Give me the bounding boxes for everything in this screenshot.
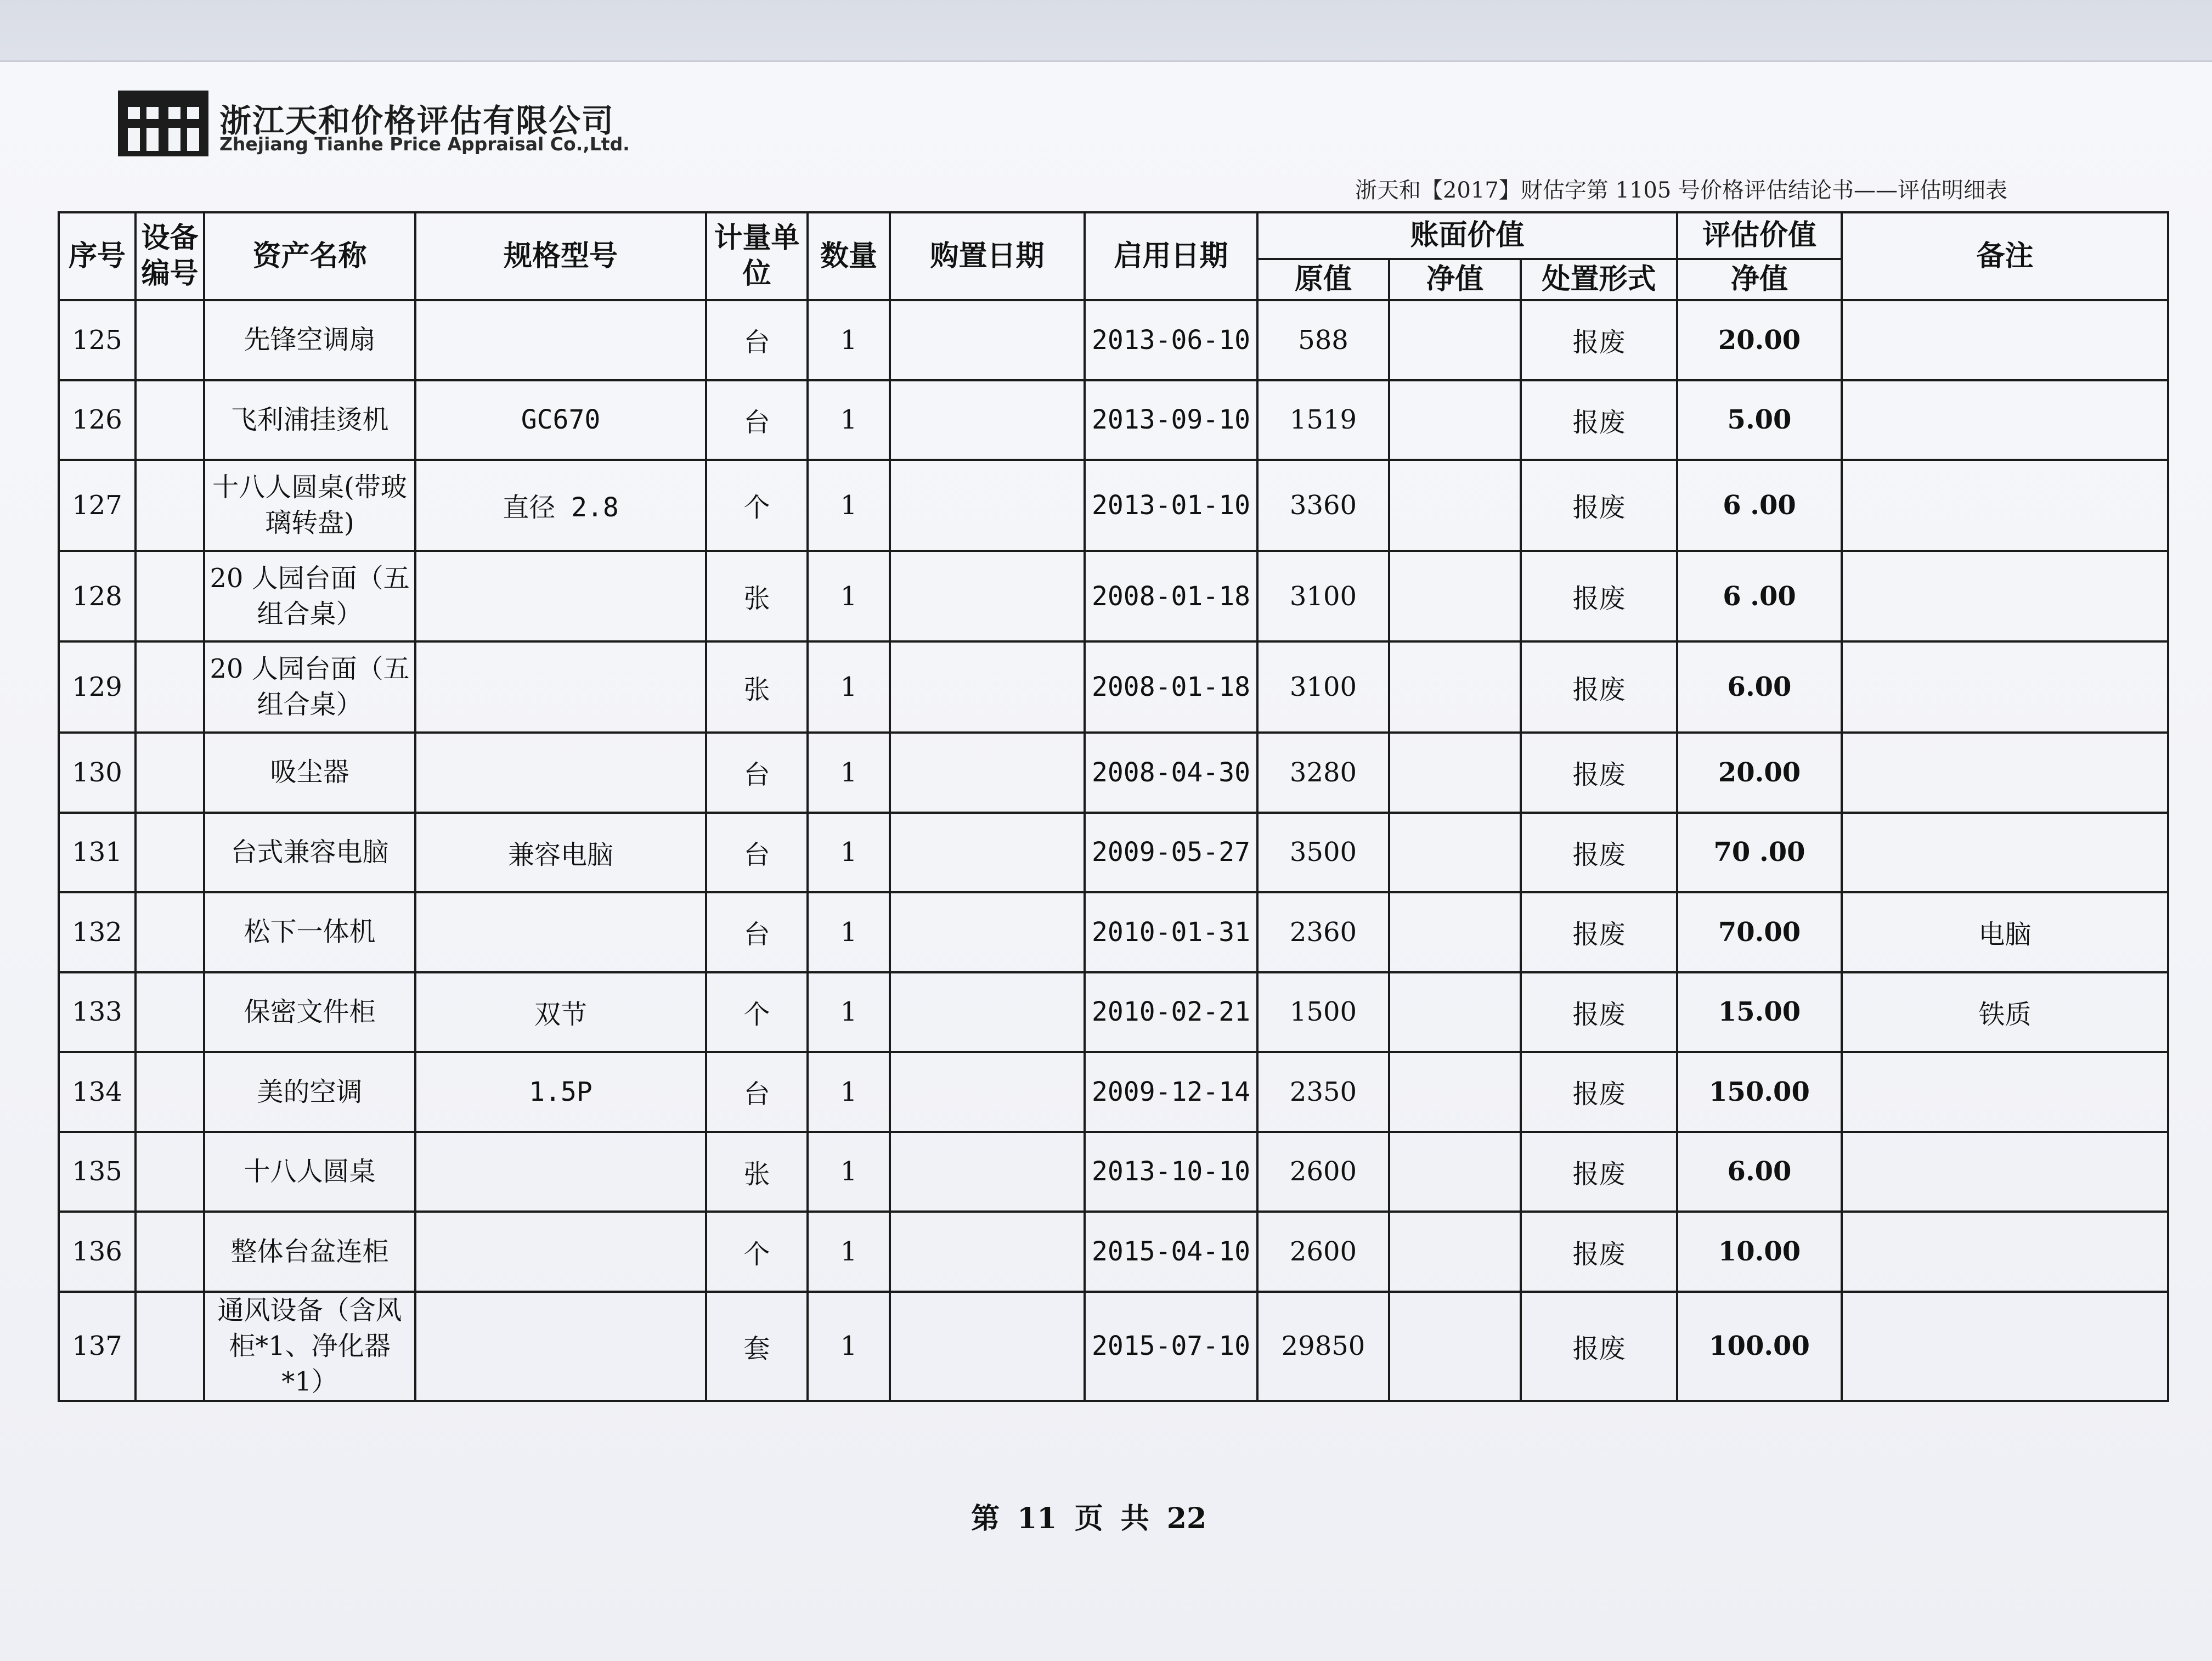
cell-asset-name: 20 人园台面（五组合桌）: [204, 551, 415, 642]
cell-unit: 台: [706, 300, 808, 380]
cell-qty: 1: [808, 813, 890, 893]
header-spec: 规格型号: [415, 212, 706, 300]
cell-spec: [415, 300, 706, 380]
cell-remark: [1842, 300, 2168, 380]
table-row: [59, 1132, 2168, 1212]
cell-remark: [1842, 551, 2168, 642]
header-unit: 计量单位: [706, 212, 808, 300]
header-net: 净值: [1389, 259, 1521, 300]
table-row: [59, 892, 2168, 972]
header-start-date: 启用日期: [1085, 212, 1257, 300]
cell-asset-name: 先锋空调扇: [204, 300, 415, 380]
cell-start-date: 2008-01-18: [1085, 641, 1257, 733]
cell-spec: GC670: [415, 380, 706, 460]
cell-qty: 1: [808, 380, 890, 460]
cell-unit: 台: [706, 813, 808, 893]
cell-net: [1389, 380, 1521, 460]
cell-unit: 个: [706, 972, 808, 1052]
cell-remark: [1842, 641, 2168, 733]
cell-asset-name: 十八人圆桌(带玻璃转盘): [204, 460, 415, 551]
cell-purchase-date: [890, 1212, 1085, 1292]
cell-purchase-date: [890, 460, 1085, 551]
header-appraised-value: 评估价值: [1677, 212, 1842, 259]
table-row: [59, 733, 2168, 813]
cell-spec: [415, 1212, 706, 1292]
cell-start-date: 2008-01-18: [1085, 551, 1257, 642]
cell-equip-no: [136, 1132, 204, 1212]
company-logo-icon: [118, 91, 208, 159]
cell-asset-name: 十八人圆桌: [204, 1132, 415, 1212]
cell-asset-name: 保密文件柜: [204, 972, 415, 1052]
header-book-value: 账面价值: [1257, 212, 1677, 259]
cell-unit: 台: [706, 733, 808, 813]
cell-seq: 135: [59, 1132, 136, 1212]
cell-remark: [1842, 1052, 2168, 1132]
company-header: [118, 91, 667, 167]
page-number: 第 11 页 共 22: [971, 1502, 1207, 1535]
header-appraised-net: 净值: [1677, 259, 1842, 300]
cell-seq: 131: [59, 813, 136, 893]
cell-unit: 张: [706, 641, 808, 733]
cell-asset-name: 飞利浦挂烫机: [204, 380, 415, 460]
cell-remark: [1842, 1132, 2168, 1212]
cell-equip-no: [136, 460, 204, 551]
cell-spec: 1.5P: [415, 1052, 706, 1132]
cell-purchase-date: [890, 551, 1085, 642]
cell-equip-no: [136, 813, 204, 893]
cell-spec: [415, 551, 706, 642]
cell-spec: [415, 641, 706, 733]
cell-remark: [1842, 733, 2168, 813]
cell-start-date: 2013-06-10: [1085, 300, 1257, 380]
cell-spec: [415, 1292, 706, 1401]
header-seq: 序号: [59, 212, 136, 300]
cell-seq: 133: [59, 972, 136, 1052]
cell-start-date: 2015-07-10: [1085, 1292, 1257, 1401]
cell-disposal: 报废: [1521, 733, 1677, 813]
cell-start-date: 2010-02-21: [1085, 972, 1257, 1052]
cell-start-date: 2008-04-30: [1085, 733, 1257, 813]
cell-purchase-date: [890, 380, 1085, 460]
cell-qty: 1: [808, 300, 890, 380]
cell-asset-name: 整体台盆连柜: [204, 1212, 415, 1292]
cell-start-date: 2009-12-14: [1085, 1052, 1257, 1132]
cell-original: 29850: [1257, 1292, 1389, 1401]
cell-start-date: 2015-04-10: [1085, 1212, 1257, 1292]
cell-remark: [1842, 460, 2168, 551]
cell-qty: 1: [808, 1052, 890, 1132]
cell-net: [1389, 460, 1521, 551]
cell-disposal: 报废: [1521, 813, 1677, 893]
cell-seq: 129: [59, 641, 136, 733]
cell-unit: 个: [706, 460, 808, 551]
cell-remark: [1842, 1292, 2168, 1401]
header-asset-name: 资产名称: [204, 212, 415, 300]
table-row: [59, 1052, 2168, 1132]
cell-appraised-net: 15.00: [1677, 972, 1842, 1052]
cell-unit: 个: [706, 1212, 808, 1292]
cell-original: 2600: [1257, 1132, 1389, 1212]
cell-start-date: 2013-09-10: [1085, 380, 1257, 460]
cell-appraised-net: 20.00: [1677, 733, 1842, 813]
cell-purchase-date: [890, 733, 1085, 813]
cell-remark: 电脑: [1842, 892, 2168, 972]
header-equip-no: 设备编号: [136, 212, 204, 300]
cell-net: [1389, 1132, 1521, 1212]
table-row: [59, 641, 2168, 733]
cell-original: 2600: [1257, 1212, 1389, 1292]
cell-start-date: 2010-01-31: [1085, 892, 1257, 972]
table-row: [59, 460, 2168, 551]
cell-purchase-date: [890, 813, 1085, 893]
cell-disposal: 报废: [1521, 300, 1677, 380]
header-remarks: 备注: [1842, 212, 2168, 300]
cell-net: [1389, 813, 1521, 893]
cell-qty: 1: [808, 733, 890, 813]
cell-original: 1500: [1257, 972, 1389, 1052]
cell-purchase-date: [890, 1292, 1085, 1401]
cell-equip-no: [136, 733, 204, 813]
header-purchase-date: 购置日期: [890, 212, 1085, 300]
cell-appraised-net: 20.00: [1677, 300, 1842, 380]
cell-purchase-date: [890, 300, 1085, 380]
cell-asset-name: 台式兼容电脑: [204, 813, 415, 893]
table-row: [59, 1212, 2168, 1292]
cell-equip-no: [136, 1052, 204, 1132]
cell-equip-no: [136, 1292, 204, 1401]
cell-start-date: 2009-05-27: [1085, 813, 1257, 893]
cell-start-date: 2013-01-10: [1085, 460, 1257, 551]
cell-equip-no: [136, 380, 204, 460]
cell-net: [1389, 551, 1521, 642]
cell-start-date: 2013-10-10: [1085, 1132, 1257, 1212]
cell-unit: 套: [706, 1292, 808, 1401]
cell-appraised-net: 70.00: [1677, 892, 1842, 972]
cell-spec: [415, 892, 706, 972]
cell-appraised-net: 150.00: [1677, 1052, 1842, 1132]
table-body: [59, 300, 2168, 1401]
cell-original: 2350: [1257, 1052, 1389, 1132]
cell-equip-no: [136, 300, 204, 380]
cell-net: [1389, 1292, 1521, 1401]
cell-equip-no: [136, 641, 204, 733]
cell-spec: [415, 733, 706, 813]
cell-disposal: 报废: [1521, 1212, 1677, 1292]
cell-unit: 台: [706, 1052, 808, 1132]
asset-detail-table: [58, 211, 2169, 1402]
cell-remark: [1842, 1212, 2168, 1292]
cell-qty: 1: [808, 460, 890, 551]
cell-asset-name: 吸尘器: [204, 733, 415, 813]
cell-disposal: 报废: [1521, 380, 1677, 460]
company-name-cn: 浙江天和价格评估有限公司: [219, 102, 615, 139]
document-reference: 浙天和【2017】财估字第 1105 号价格评估结论书——评估明细表: [1355, 178, 2008, 203]
cell-equip-no: [136, 1212, 204, 1292]
table-row: [59, 300, 2168, 380]
cell-spec: [415, 1132, 706, 1212]
cell-qty: 1: [808, 972, 890, 1052]
header-original: 原值: [1257, 259, 1389, 300]
cell-appraised-net: 6 .00: [1677, 551, 1842, 642]
cell-asset-name: 美的空调: [204, 1052, 415, 1132]
header-qty: 数量: [808, 212, 890, 300]
cell-appraised-net: 6.00: [1677, 641, 1842, 733]
cell-purchase-date: [890, 1052, 1085, 1132]
table-row: [59, 813, 2168, 893]
cell-purchase-date: [890, 1132, 1085, 1212]
cell-disposal: 报废: [1521, 551, 1677, 642]
cell-original: 3360: [1257, 460, 1389, 551]
cell-net: [1389, 641, 1521, 733]
cell-original: 1519: [1257, 380, 1389, 460]
cell-original: 3500: [1257, 813, 1389, 893]
cell-seq: 125: [59, 300, 136, 380]
cell-seq: 137: [59, 1292, 136, 1401]
cell-unit: 台: [706, 380, 808, 460]
cell-appraised-net: 6 .00: [1677, 460, 1842, 551]
cell-purchase-date: [890, 641, 1085, 733]
cell-unit: 台: [706, 892, 808, 972]
cell-spec: 直径 2.8: [415, 460, 706, 551]
table-row: [59, 551, 2168, 642]
cell-appraised-net: 5.00: [1677, 380, 1842, 460]
cell-equip-no: [136, 972, 204, 1052]
cell-asset-name: 松下一体机: [204, 892, 415, 972]
cell-original: 588: [1257, 300, 1389, 380]
cell-disposal: 报废: [1521, 1052, 1677, 1132]
cell-disposal: 报废: [1521, 892, 1677, 972]
cell-appraised-net: 10.00: [1677, 1212, 1842, 1292]
cell-original: 3100: [1257, 551, 1389, 642]
table-row: [59, 380, 2168, 460]
cell-qty: 1: [808, 892, 890, 972]
cell-appraised-net: 6.00: [1677, 1132, 1842, 1212]
cell-qty: 1: [808, 1132, 890, 1212]
cell-original: 3280: [1257, 733, 1389, 813]
cell-disposal: 报废: [1521, 460, 1677, 551]
table-row: [59, 972, 2168, 1052]
cell-equip-no: [136, 551, 204, 642]
cell-qty: 1: [808, 1212, 890, 1292]
cell-disposal: 报废: [1521, 641, 1677, 733]
cell-asset-name: 通风设备（含风柜*1、净化器*1）: [204, 1292, 415, 1401]
cell-seq: 126: [59, 380, 136, 460]
cell-qty: 1: [808, 1292, 890, 1401]
cell-spec: 兼容电脑: [415, 813, 706, 893]
cell-seq: 130: [59, 733, 136, 813]
cell-disposal: 报废: [1521, 972, 1677, 1052]
cell-net: [1389, 1052, 1521, 1132]
cell-net: [1389, 300, 1521, 380]
cell-purchase-date: [890, 972, 1085, 1052]
table-row: [59, 1292, 2168, 1401]
cell-seq: 132: [59, 892, 136, 972]
cell-original: 3100: [1257, 641, 1389, 733]
cell-net: [1389, 972, 1521, 1052]
cell-disposal: 报废: [1521, 1132, 1677, 1212]
company-name-en: Zhejiang Tianhe Price Appraisal Co.,Ltd.: [219, 133, 630, 155]
cell-net: [1389, 1212, 1521, 1292]
cell-net: [1389, 892, 1521, 972]
cell-remark: 铁质: [1842, 972, 2168, 1052]
cell-appraised-net: 70 .00: [1677, 813, 1842, 893]
cell-appraised-net: 100.00: [1677, 1292, 1842, 1401]
cell-spec: 双节: [415, 972, 706, 1052]
header-disposal: 处置形式: [1521, 259, 1677, 300]
cell-disposal: 报废: [1521, 1292, 1677, 1401]
cell-unit: 张: [706, 1132, 808, 1212]
cell-equip-no: [136, 892, 204, 972]
cell-original: 2360: [1257, 892, 1389, 972]
cell-seq: 134: [59, 1052, 136, 1132]
cell-asset-name: 20 人园台面（五组合桌）: [204, 641, 415, 733]
cell-seq: 128: [59, 551, 136, 642]
cell-seq: 136: [59, 1212, 136, 1292]
cell-unit: 张: [706, 551, 808, 642]
cell-qty: 1: [808, 551, 890, 642]
cell-seq: 127: [59, 460, 136, 551]
cell-purchase-date: [890, 892, 1085, 972]
cell-qty: 1: [808, 641, 890, 733]
cell-net: [1389, 733, 1521, 813]
cell-remark: [1842, 813, 2168, 893]
cell-remark: [1842, 380, 2168, 460]
